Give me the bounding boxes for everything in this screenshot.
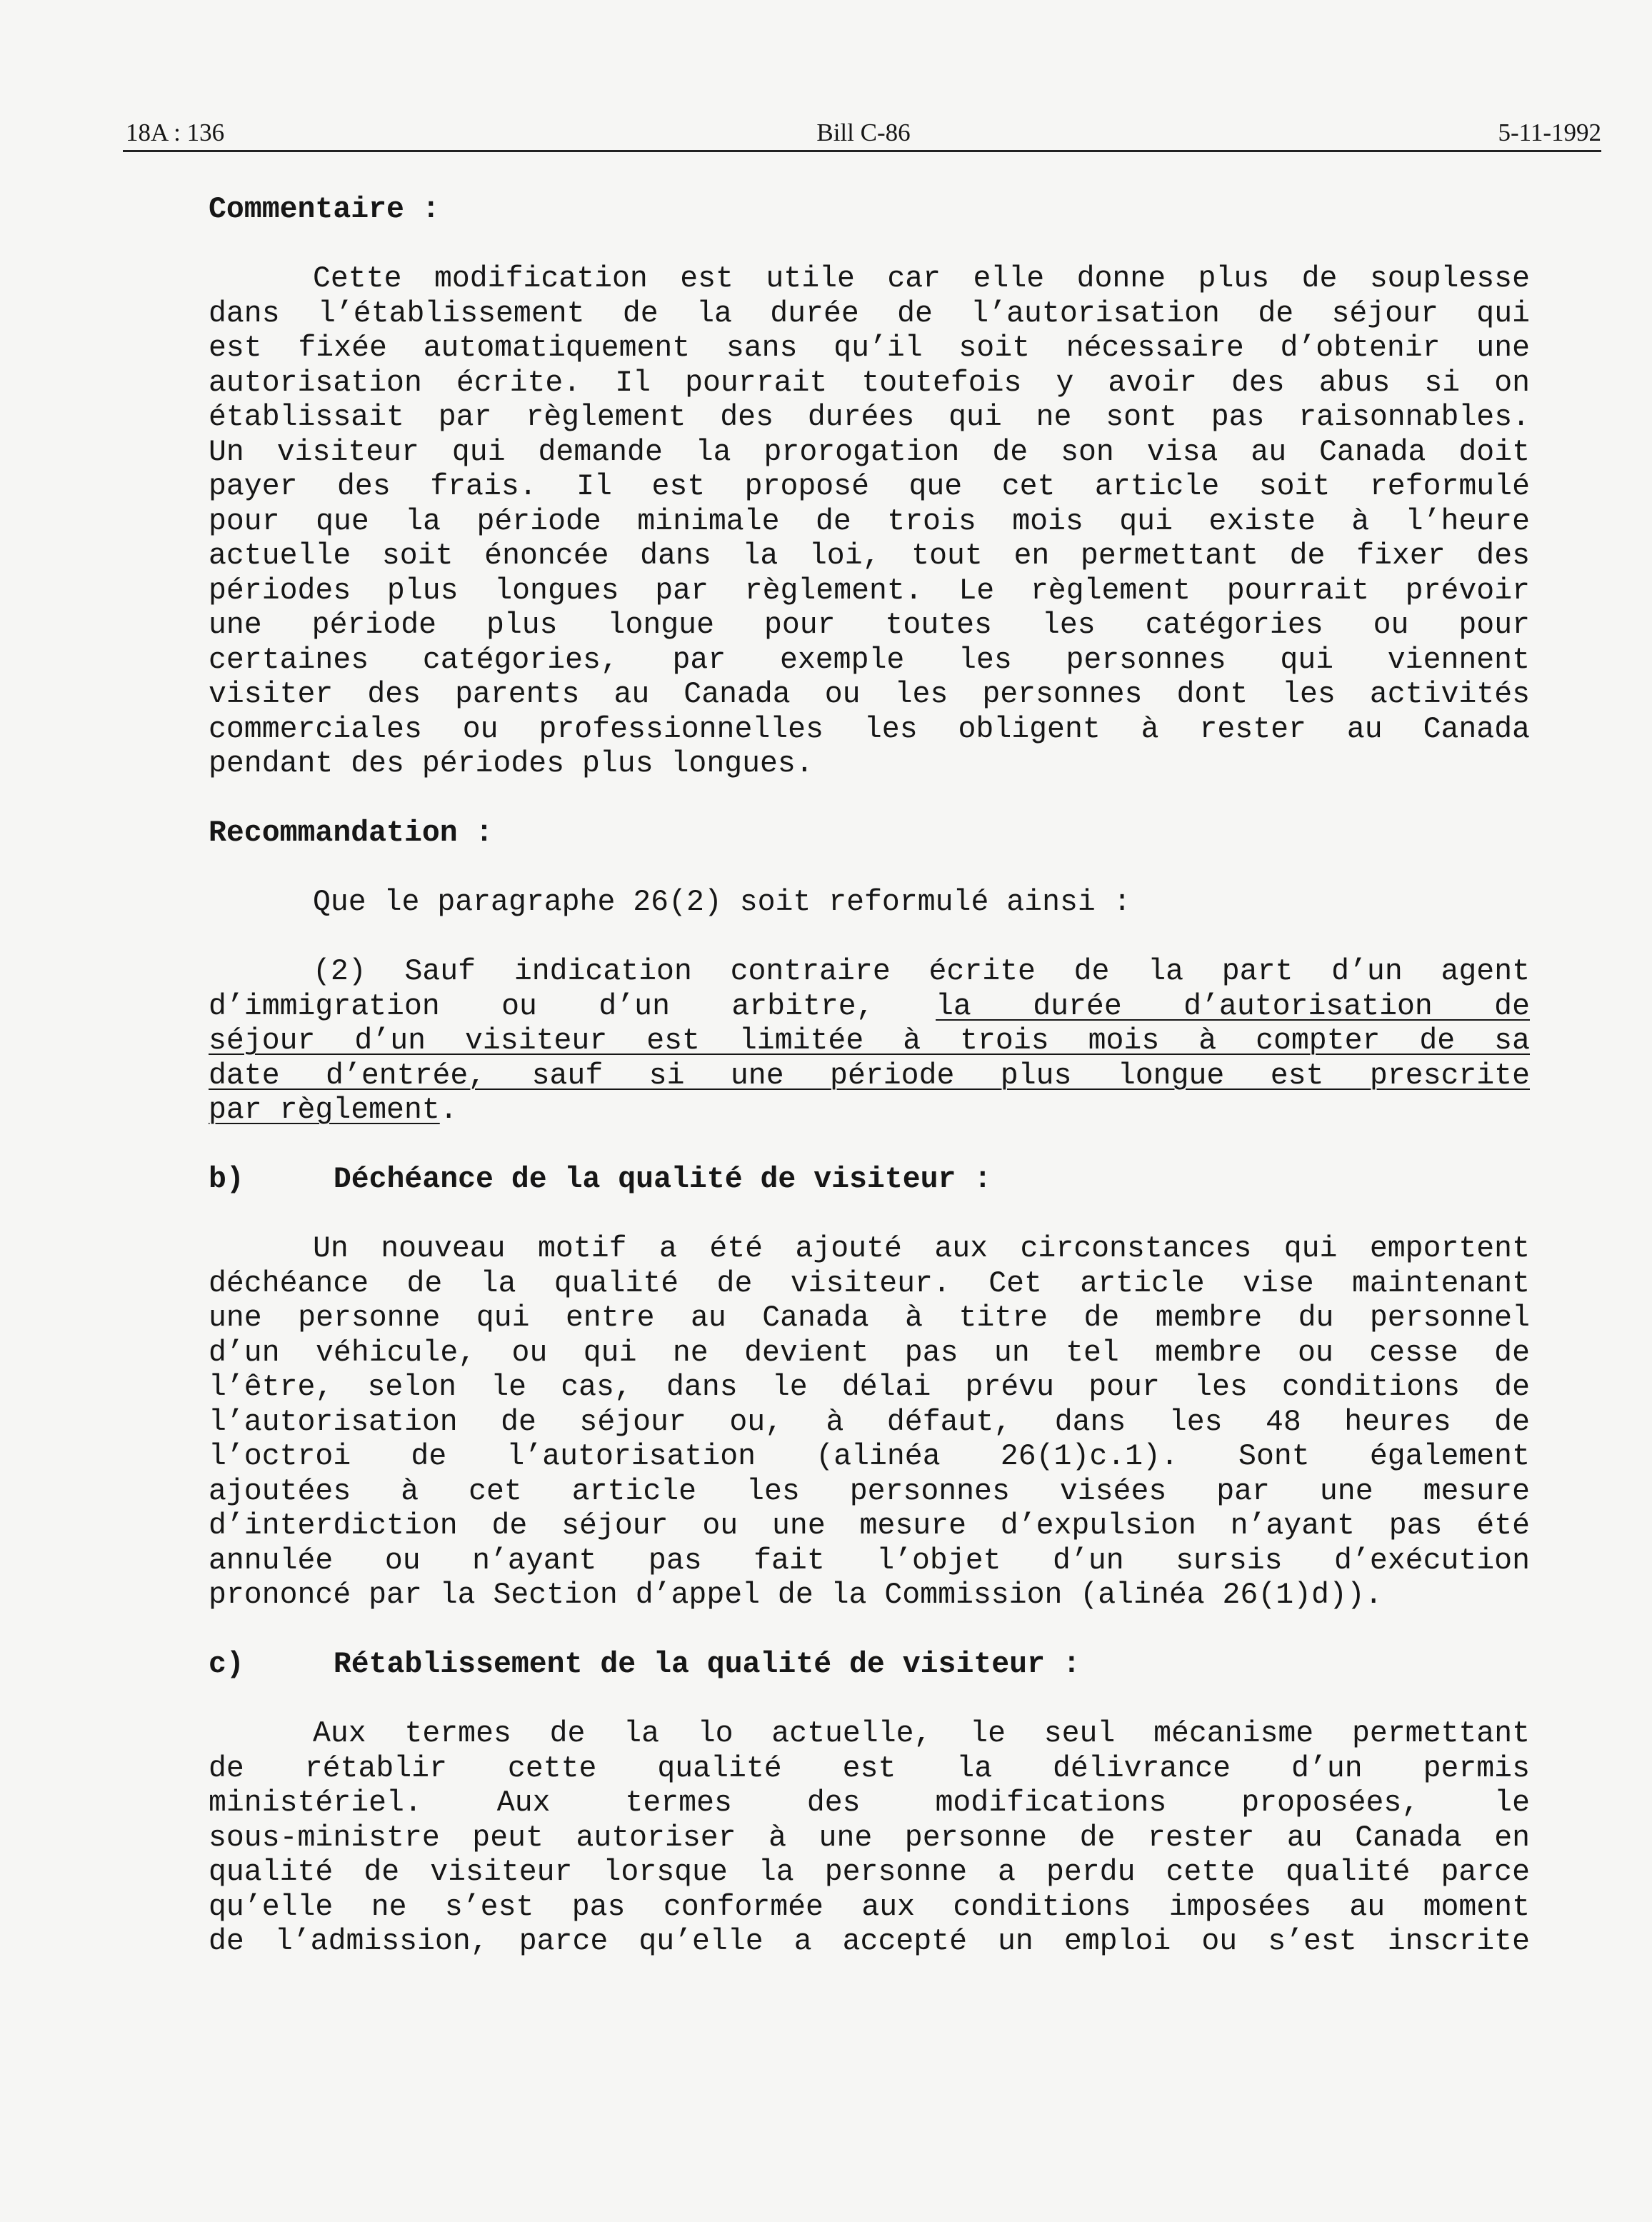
amendment-period: . <box>439 1094 458 1127</box>
amendment-line <box>209 1024 1530 1059</box>
paragraph-line: annulée ou n’ayant pas fait l’objet d’un sursis d’exécution <box>209 1543 1530 1578</box>
paragraph-line: prononcé par la Section d’appel de la Commission (alinéa 26(1)d)). <box>209 1578 1383 1612</box>
section-c-paragraph <box>209 1717 1530 1960</box>
amendment-text-plain: d’immigration ou d’un arbitre, <box>209 989 936 1024</box>
amendment-text-underlined: par règlement <box>209 1094 440 1127</box>
paragraph-line: déchéance de la qualité de visiteur. Cet article vise maintenant <box>209 1266 1530 1301</box>
paragraph-line: l’autorisation de séjour ou, à défaut, dans les 48 heures de <box>209 1405 1530 1439</box>
recommandation-intro: Que le paragraphe 26(2) soit reformulé ainsi : <box>313 886 1131 919</box>
paragraph-line: ministériel. Aux termes des modifications proposées, le <box>209 1786 1530 1820</box>
paragraph-line: ajoutées à cet article les personnes visées par une mesure <box>209 1474 1530 1508</box>
paragraph-line: une période plus longue pour toutes les catégories ou pour <box>209 609 1530 642</box>
section-c-label: c) <box>209 1648 244 1681</box>
amendment-text-underlined: la durée d’autorisation de <box>936 989 1530 1024</box>
amendment-text <box>209 955 1530 1128</box>
section-c-heading <box>209 1648 1530 1683</box>
paragraph-line: Aux termes de la lo actuelle, le seul mécanisme permettant <box>313 1717 1530 1751</box>
amendment-text-underlined: séjour d’un visiteur est limitée à trois mois à compter de sa <box>209 1024 1530 1058</box>
paragraph-line: Un visiteur qui demande la prorogation de son visa au Canada doit <box>209 435 1530 469</box>
paragraph-line: d’interdiction de séjour ou une mesure d’expulsion n’ayant pas été <box>209 1509 1530 1543</box>
paragraph-line: pour que la période minimale de trois mois qui existe à l’heure <box>209 504 1530 539</box>
section-b-title: Déchéance de la qualité de visiteur : <box>333 1163 992 1196</box>
section-b-heading <box>209 1163 1530 1198</box>
paragraph-line: Un nouveau motif a été ajouté aux circonstances qui emportent <box>313 1232 1530 1266</box>
paragraph-line: l’octroi de l’autorisation (alinéa 26(1)c.1). Sont également <box>209 1440 1530 1473</box>
paragraph-line: sous-ministre peut autoriser à une personne de rester au Canada en <box>209 1821 1530 1855</box>
amendment-line: (2) Sauf indication contraire écrite de la part d’un agent <box>313 955 1530 989</box>
paragraph-line: dans l’établissement de la durée de l’autorisation de séjour qui <box>209 296 1530 331</box>
page-header <box>126 113 1601 156</box>
header-rule <box>123 150 1601 152</box>
paragraph-line: Cette modification est utile car elle donne plus de souplesse <box>313 262 1530 296</box>
commentaire-heading: Commentaire : <box>209 193 440 226</box>
paragraph-line: est fixée automatiquement sans qu’il soit nécessaire d’obtenir une <box>209 331 1530 365</box>
paragraph-line: commerciales ou professionnelles les obligent à rester au Canada <box>209 712 1530 746</box>
section-b-label: b) <box>209 1163 244 1196</box>
document-body <box>209 193 1530 1960</box>
paragraph-line: établissait par règlement des durées qui ne sont pas raisonnables. <box>209 401 1530 434</box>
paragraph-line: visiter des parents au Canada ou les personnes dont les activités <box>209 678 1530 711</box>
paragraph-line: d’un véhicule, ou qui ne devient pas un tel membre ou cesse de <box>209 1336 1530 1370</box>
amendment-line <box>209 1094 1530 1128</box>
amendment-line <box>209 1059 1530 1094</box>
paragraph-line: l’être, selon le cas, dans le délai prévu pour les conditions de <box>209 1371 1530 1404</box>
bill-title: Bill C-86 <box>816 119 911 146</box>
paragraph-line: périodes plus longues par règlement. Le règlement pourrait prévoir <box>209 574 1530 608</box>
paragraph-line: une personne qui entre au Canada à titre de membre du personnel <box>209 1301 1530 1335</box>
paragraph-line: certaines catégories, par exemple les personnes qui viennent <box>209 643 1530 677</box>
page-number: 18A : 136 <box>126 119 225 146</box>
paragraph-line: de l’admission, parce qu’elle a accepté un emploi ou s’est inscrite <box>209 1925 1530 1958</box>
amendment-line <box>209 990 1530 1025</box>
section-c-title: Rétablissement de la qualité de visiteur : <box>333 1648 1081 1681</box>
paragraph-line: actuelle soit énoncée dans la loi, tout en permettant de fixer des <box>209 539 1530 573</box>
section-b-paragraph <box>209 1232 1530 1613</box>
recommandation-heading: Recommandation : <box>209 816 494 850</box>
document-date: 5-11-1992 <box>1498 119 1601 146</box>
paragraph-line: pendant des périodes plus longues. <box>209 747 814 781</box>
paragraph-line: de rétablir cette qualité est la délivrance d’un permis <box>209 1751 1530 1786</box>
paragraph-line: autorisation écrite. Il pourrait toutefois y avoir des abus si on <box>209 366 1530 400</box>
paragraph-line: qualité de visiteur lorsque la personne a perdu cette qualité parce <box>209 1856 1530 1889</box>
commentaire-paragraph <box>209 262 1530 782</box>
paragraph-line: payer des frais. Il est proposé que cet article soit reformulé <box>209 470 1530 504</box>
paragraph-line: qu’elle ne s’est pas conformée aux conditions imposées au moment <box>209 1890 1530 1924</box>
amendment-text-underlined: date d’entrée, sauf si une période plus longue est prescrite <box>209 1059 1530 1093</box>
